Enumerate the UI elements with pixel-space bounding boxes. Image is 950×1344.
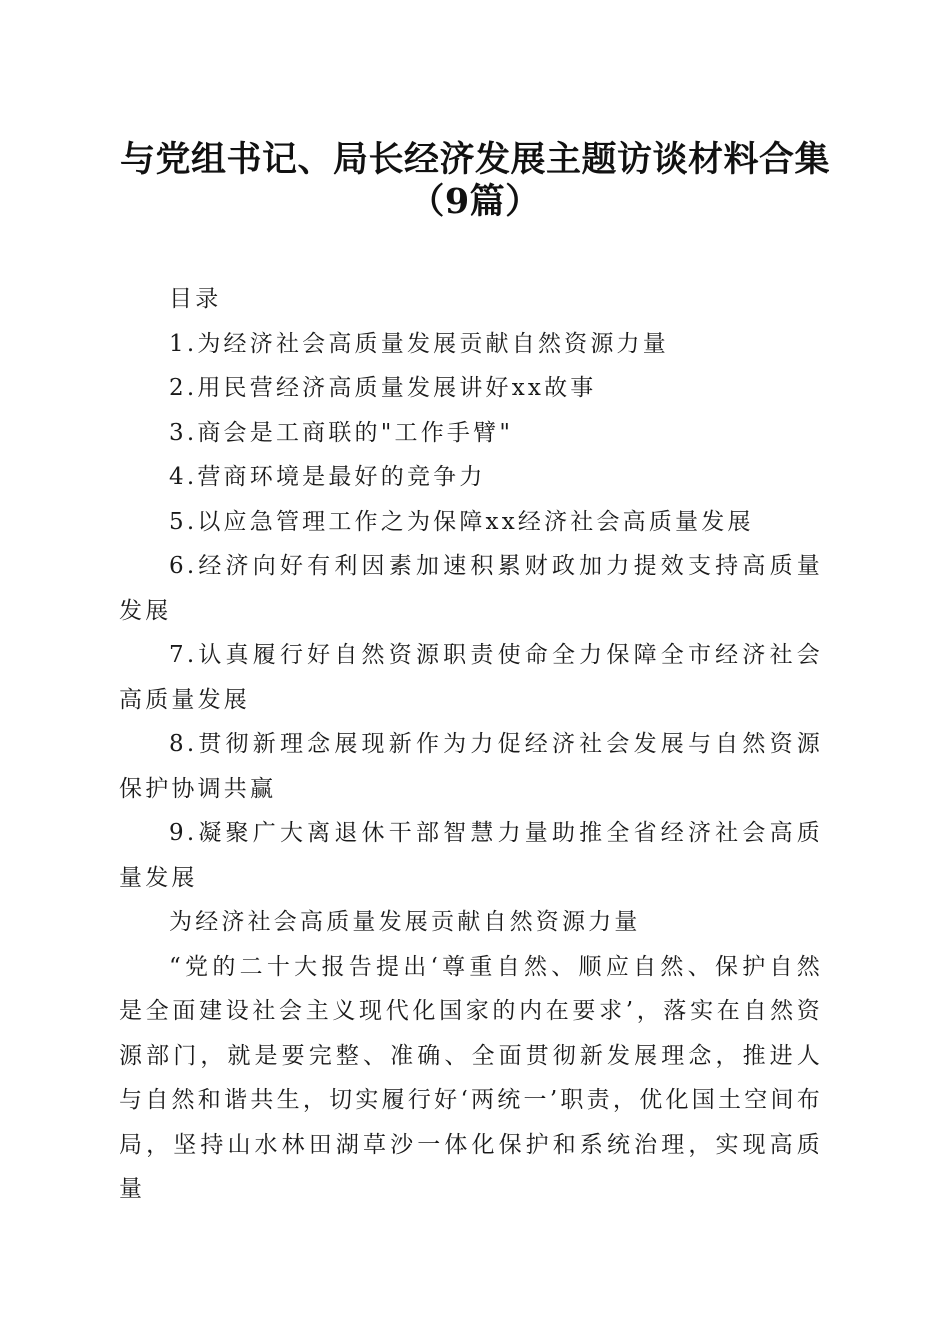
toc-item: 4.营商环境是最好的竞争力 [169,464,486,490]
toc-item: 3.商会是工商联的"工作手臂" [169,419,514,446]
document-title-line-1: 与党组书记、局长经济发展主题访谈材料合集 [119,139,830,180]
toc-item: 1.为经济社会高质量发展贡献自然资源力量 [169,330,669,357]
toc-heading: 目录 [169,286,222,312]
toc-list [119,322,823,901]
toc-item: 8.贯彻新理念展现新作为力促经济社会发展与自然资源保护协调共赢 [119,731,823,802]
toc-item: 5.以应急管理工作之为保障xx经济社会高质量发展 [169,508,754,535]
toc-item: 9.凝聚广大离退休干部智慧力量助推全省经济社会高质量发展 [119,820,823,891]
article-heading: 为经济社会高质量发展贡献自然资源力量 [169,909,641,935]
toc-item: 6.经济向好有利因素加速积累财政加力提效支持高质量发展 [119,553,823,624]
document-body [119,277,823,1212]
article-paragraph: “党的二十大报告提出‘尊重自然、顺应自然、保护自然是全面建设社会主义现代化国家的内在要求’，落实在自然资源部门，就是要完整、准确、全面贯彻新发展理念，推进人与自然和谐共生，切实履行好‘两统一’职责，优化国土空间布局，坚持山水林田湖草沙一体化保护和系统治理，实现高质量 [119,953,823,1202]
document-title-line-2: （9篇） [409,181,541,222]
toc-item: 2.用民营经济高质量发展讲好xx故事 [169,375,597,401]
toc-item: 7.认真履行好自然资源职责使命全力保障全市经济社会高质量发展 [119,642,823,713]
